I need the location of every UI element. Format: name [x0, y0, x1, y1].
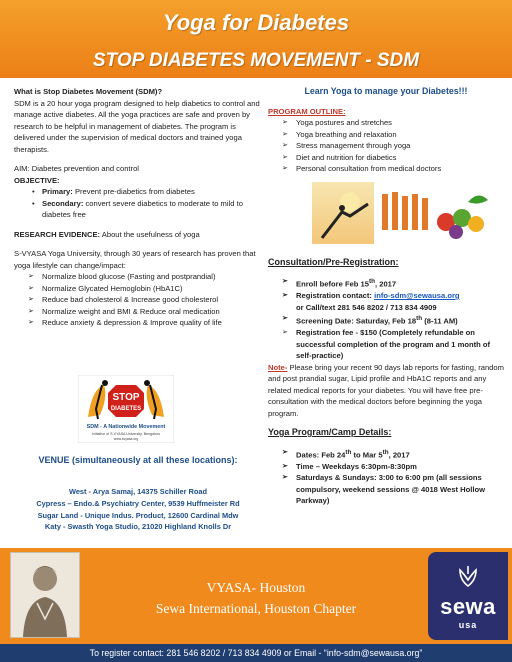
right-column	[268, 86, 504, 507]
list-item	[32, 198, 262, 221]
screening-time: (8-11 AM)	[422, 316, 458, 326]
camp-list	[282, 447, 504, 507]
dates-c: , 2017	[388, 450, 410, 460]
footer-line2: Sewa International, Houston Chapter	[155, 601, 357, 616]
dates-a: Dates: Feb 24	[296, 450, 346, 460]
list-item: Sugar Land - Unique Indus. Product, 12600 Cardinal Mdw	[37, 510, 239, 520]
list-item: ➢ Reduce anxiety & depression & Improve quality of life	[28, 317, 262, 329]
reg-phone: or Call/text 281 546 8202 / 713 834 4909	[296, 302, 437, 312]
list-item: ➢ Stress management through yoga	[282, 140, 504, 152]
yoga-food-image	[312, 182, 492, 244]
what-title: What is Stop Diabetes Movement (SDM)?	[14, 87, 163, 96]
sewa-usa: usa	[458, 620, 478, 630]
list-item: Katy - Swasth Yoga Studio, 21020 Highland Knolls Dr	[44, 522, 232, 532]
note-text: Please bring your recent 90 days lab reports for fasting, random and post prandial sugar, Lipid profile and HbA1C reports and any related medical reports for your diabetes. You will have free pre-consultation with the medical doctors before beginning the yoga program.	[268, 362, 504, 418]
list-item: ➢ Diet and nutrition for diabetics	[282, 152, 504, 164]
objective-label: OBJECTIVE:	[14, 175, 60, 185]
objective-text-primary: Prevent pre-diabetics from diabetes	[74, 187, 195, 196]
list-item: ➢ Personal consultation from medical doctors	[282, 163, 504, 175]
register-bar: To register contact: 281 546 8202 / 713 834 4909 or Email - “info-sdm@sewausa.org”	[0, 644, 512, 662]
fee-label: Registration fee -	[296, 328, 359, 338]
svyasa-intro: S-VYASA Yoga University, through 30 years of research has proven that yoga lifestyle can change/impact:	[14, 249, 256, 270]
objective-label-secondary: Secondary:	[42, 198, 84, 208]
aim-label: AIM:	[14, 164, 30, 173]
logo-stop-text: STOP	[112, 392, 140, 403]
list-item	[282, 276, 504, 290]
screening-text: Screening Date: Saturday, Feb 18	[296, 316, 417, 326]
list-item: ➢ Normalize blood glucose (Fasting and postprandial)	[28, 271, 262, 283]
aim-text: Diabetes prevention and control	[31, 164, 139, 173]
outline-title: PROGRAM OUTLINE:	[268, 106, 346, 116]
list-item: ➢ Normalize weight and BMI & Reduce oral medication	[28, 306, 262, 318]
enroll-sup: th	[369, 278, 375, 285]
logo-caption3: www.svyasa.org	[113, 437, 139, 441]
fee-text: $150 (Completely refundable on successful completion of the program and 1 month of self-practice)	[296, 328, 491, 361]
list-item: ➢ Reduce bad cholesterol & Increase good cholesterol	[28, 294, 262, 306]
list-item: ➢ Normalize Glycated Hemoglobin (HbA1C)	[28, 283, 262, 295]
dates-sup2: th	[382, 448, 389, 456]
page-title: Yoga for Diabetes	[162, 10, 350, 35]
list-item: West - Arya Samaj, 14375 Schiller Road	[68, 487, 208, 496]
research-line	[14, 229, 262, 241]
list-item	[32, 186, 262, 198]
page-header	[0, 0, 512, 78]
objective-label-primary: Primary:	[42, 187, 73, 196]
objective-text-secondary: convert severe diabetics to moderate to mild to diabetes free	[42, 198, 243, 219]
dates-b: to Mar 5	[351, 450, 383, 460]
list-item: ➢ Yoga breathing and relaxation	[282, 129, 504, 141]
research-label: RESEARCH EVIDENCE:	[14, 229, 101, 239]
aim-line	[14, 163, 262, 175]
sewa-word: sewa	[440, 594, 496, 619]
reg-label: Registration contact:	[296, 291, 372, 301]
consult-list	[282, 276, 504, 362]
enroll-text: Enroll before Feb 15	[296, 279, 370, 289]
venue-list	[14, 486, 262, 533]
left-column	[14, 86, 262, 329]
research-text: About the usefulness of yoga	[101, 229, 200, 239]
note-label: Note-	[268, 362, 288, 372]
sdm-logo	[78, 375, 174, 443]
enroll-year: , 2017	[375, 279, 397, 289]
sewa-logo	[428, 552, 508, 640]
list-item: ➢ Saturdays & Sundays: 3:00 to 6:00 pm (all sessions compulsory, weekend sessions @ 4018 West Hollow Parkway)	[282, 472, 504, 507]
note	[268, 362, 504, 420]
logo-caption1: SDM - A Nationwide Movement	[86, 424, 166, 430]
consult-title: Consultation/Pre-Registration:	[268, 256, 399, 267]
reg-email-link[interactable]: info-sdm@sewausa.org	[374, 291, 460, 301]
screening-sup: th	[416, 315, 423, 323]
what-body: SDM is a 20 hour yoga program designed to help diabetics to control and manage active diabetes. All the yoga practices are safe and proven by research to be helpful in management of diabetes. The program is delivered under the supervision of medical doctors and trained yoga therapists.	[14, 98, 260, 154]
list-item: ➢ Time – Weekdays 6:30pm-8:30pm	[282, 461, 504, 473]
list-item: ➢ Yoga postures and stretches	[282, 117, 504, 129]
logo-diabetes-text: DIABETES	[110, 406, 142, 412]
objectives-list	[32, 186, 262, 221]
outline-list	[282, 117, 504, 175]
list-item	[282, 447, 504, 461]
list-item: Cypress – Endo.& Psychiatry Center, 9539 Huffmeister Rd	[36, 498, 240, 508]
sewa-hands-icon	[454, 562, 482, 590]
dates-sup1: th	[345, 448, 352, 456]
page-subtitle: STOP DIABETES MOVEMENT - SDM	[92, 50, 420, 71]
camp-title: Yoga Program/Camp Details:	[268, 427, 392, 438]
footer-line1: VYASA- Houston	[206, 580, 306, 595]
footer-banner	[0, 548, 512, 644]
learn-heading: Learn Yoga to manage your Diabetes!!!	[304, 86, 468, 96]
venue-title: VENUE (simultaneously at all these locations):	[38, 455, 238, 465]
logo-caption2: Initiative of S-VYASA University, Bengaluru	[91, 432, 161, 436]
list-item	[282, 327, 504, 362]
list-item	[282, 313, 504, 327]
list-item	[282, 290, 504, 313]
impacts-list	[28, 271, 262, 329]
